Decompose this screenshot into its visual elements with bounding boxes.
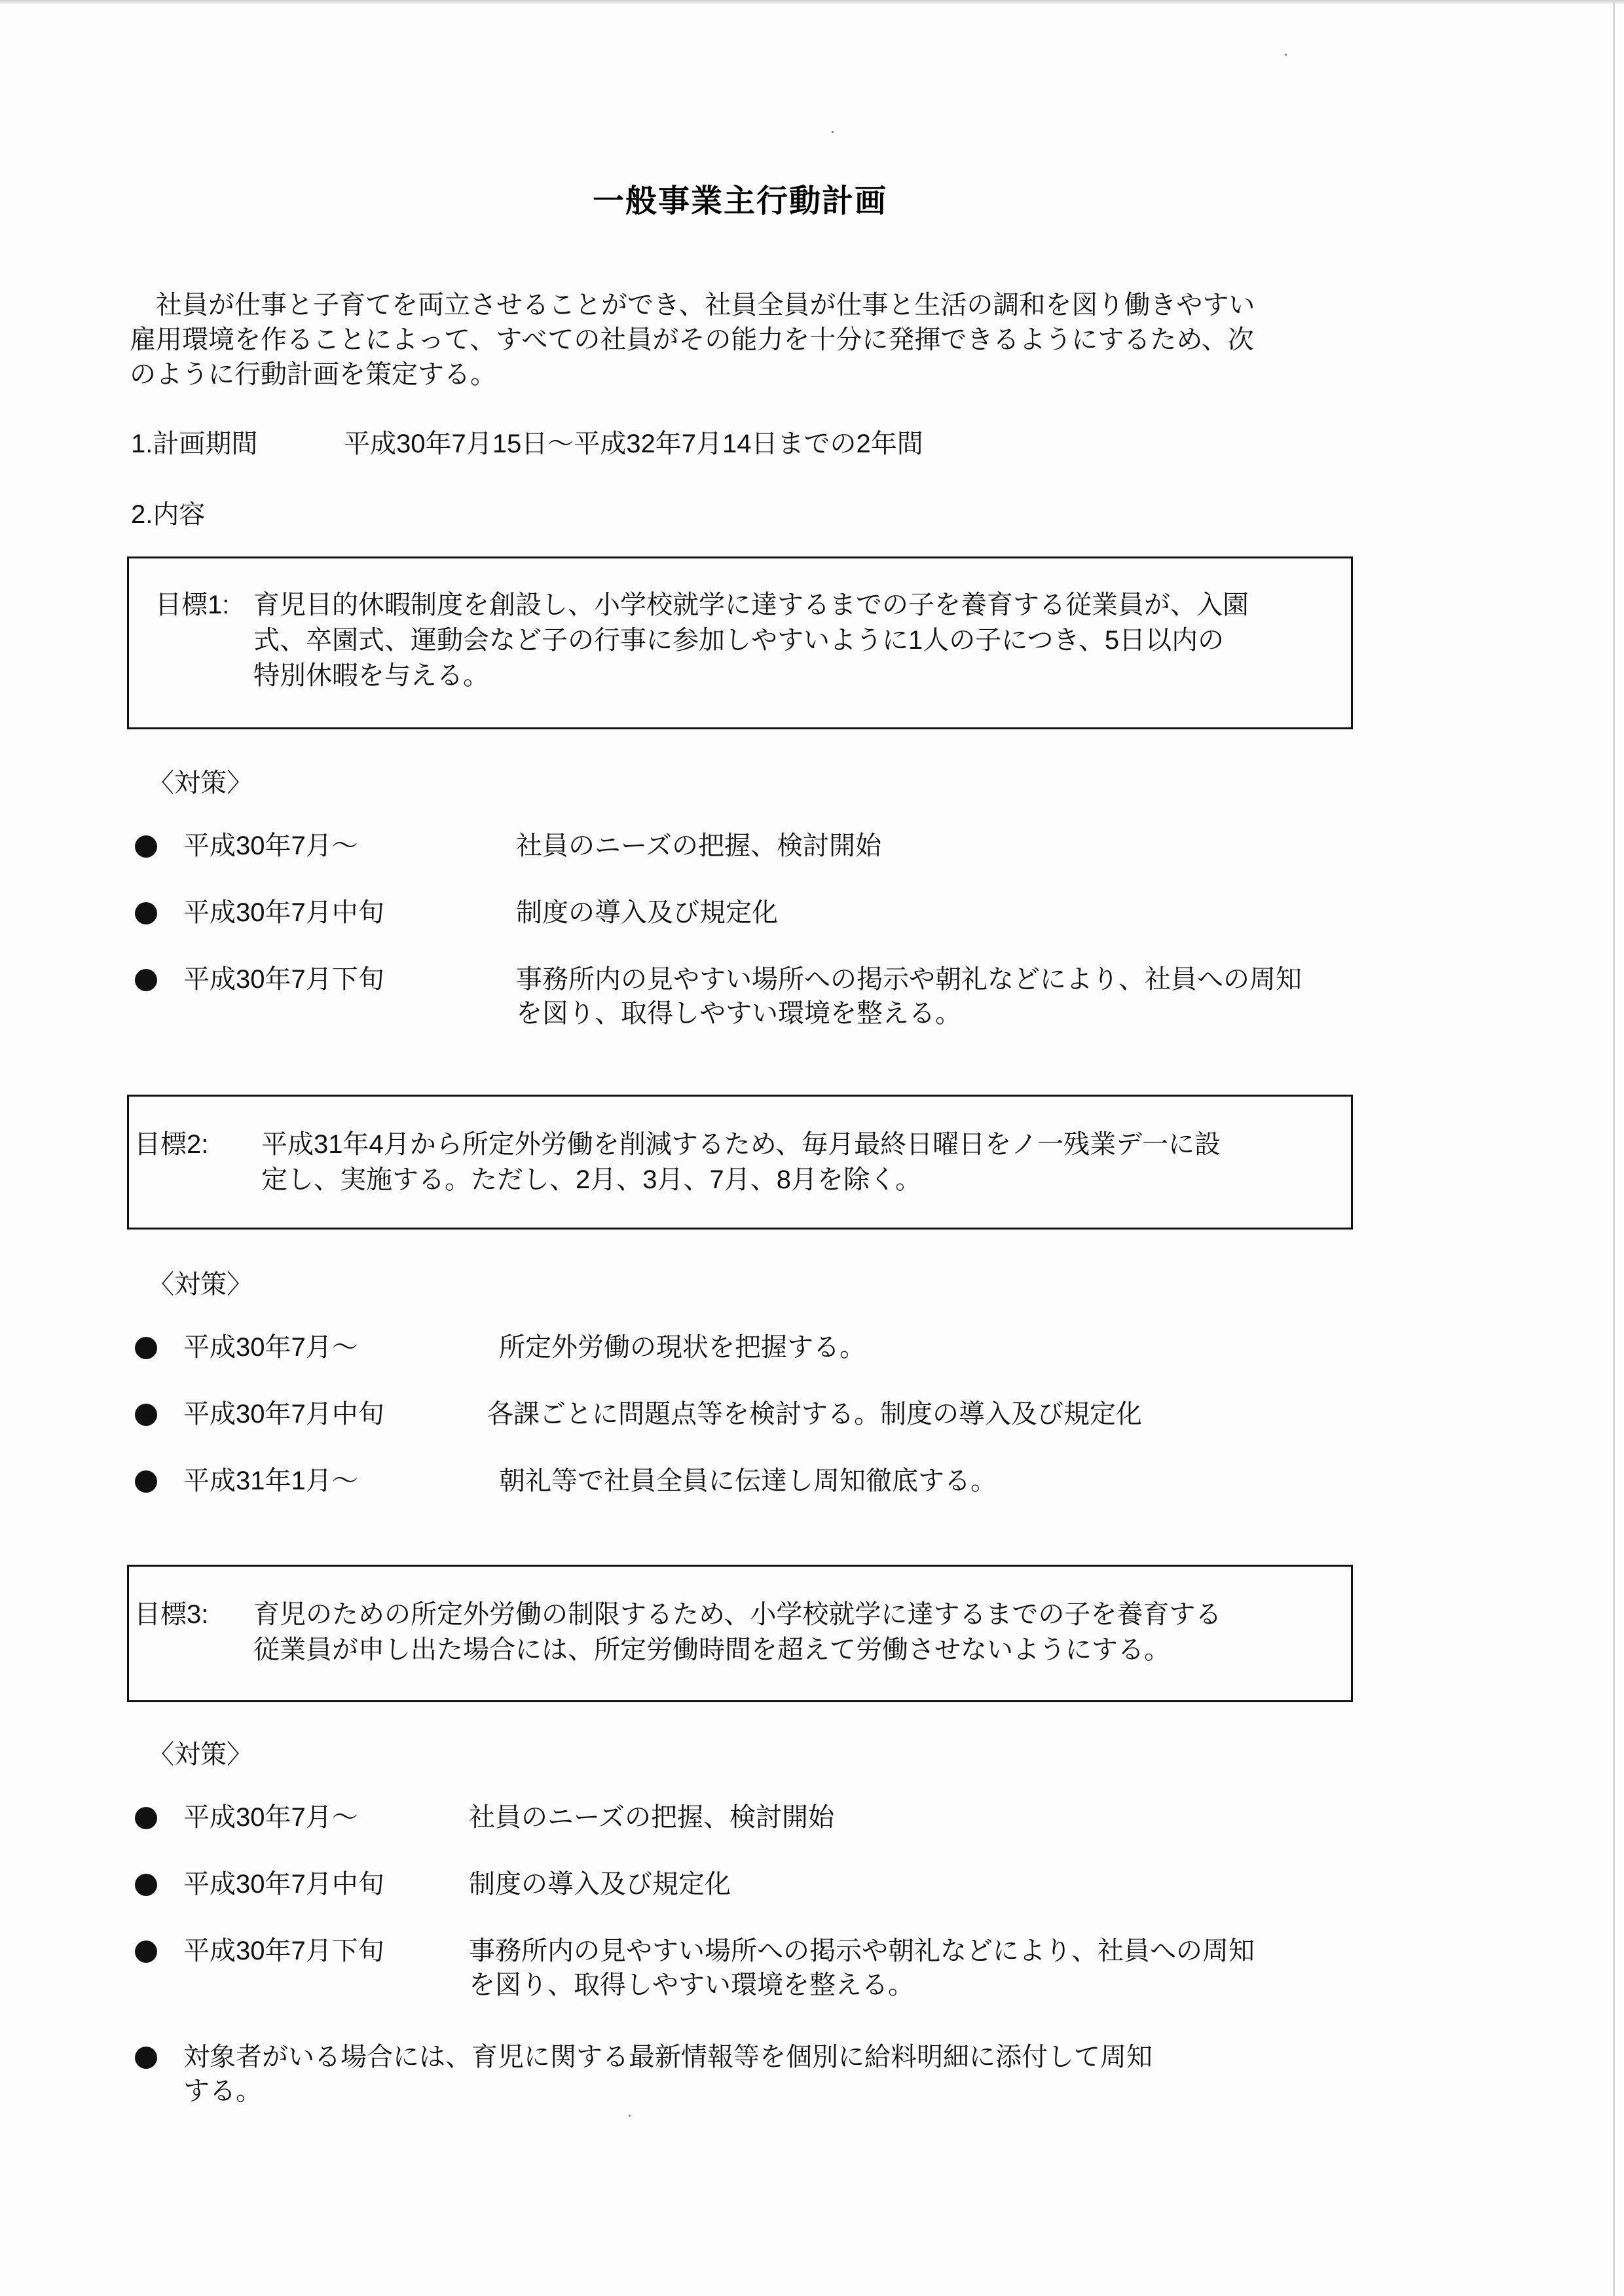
measure-text — [516, 829, 881, 863]
bullet-icon — [135, 1337, 157, 1359]
measure-text-line: を図り、取得しやすい環境を整える。 — [469, 1971, 914, 1999]
goal-label: 目標3: — [134, 1600, 209, 1629]
measure-text — [499, 1330, 866, 1364]
goal-label: 目標2: — [134, 1130, 209, 1159]
scan-top-edge — [0, 0, 1624, 4]
measure-date: 平成30年7月～ — [183, 1333, 358, 1362]
measure-text — [516, 962, 1302, 1030]
intro-line: 社員が仕事と子育てを両立させることができ、社員全員が仕事と生活の調和を図り働きやすい — [156, 291, 1255, 319]
goal-box-3 — [127, 1565, 1353, 1702]
measure-text-line: を図り、取得しやすい環境を整える。 — [516, 999, 961, 1028]
scan-speck — [832, 131, 834, 133]
measure-text-line: 社員のニーズの把握、検討開始 — [516, 831, 881, 860]
measure-date: 平成30年7月中旬 — [183, 898, 384, 927]
bullet-icon — [135, 902, 157, 924]
scan-speck — [629, 2115, 631, 2117]
goal-text-line: 従業員が申し出た場合には、所定労働時間を超えて労働させないようにする。 — [253, 1635, 1170, 1664]
bullet-icon — [135, 835, 157, 858]
plan-period-value: 平成30年7月15日～平成32年7月14日までの2年間 — [344, 429, 923, 458]
measure-text — [183, 2040, 1153, 2108]
plan-period-label: 1.計画期間 — [131, 429, 258, 458]
measure-date: 平成30年7月下旬 — [183, 965, 384, 994]
measure-date: 平成30年7月中旬 — [183, 1870, 384, 1899]
measure-text-line: 事務所内の見やすい場所への掲示や朝礼などにより、社員への周知 — [516, 965, 1302, 994]
measure-text-line: 制度の導入及び規定化 — [469, 1870, 731, 1899]
measure-text — [499, 1464, 997, 1498]
plan-period — [131, 423, 923, 460]
measures-heading: 〈対策〉 — [148, 1740, 253, 1769]
bullet-icon — [135, 1404, 157, 1426]
bullet-icon — [135, 969, 157, 991]
measure-text-line: 事務所内の見やすい場所への掲示や朝礼などにより、社員への周知 — [469, 1937, 1255, 1965]
measures-heading: 〈対策〉 — [148, 769, 253, 797]
bullet-icon — [135, 1874, 157, 1896]
goal-box-2 — [127, 1095, 1353, 1230]
content-heading: 2.内容 — [131, 500, 206, 529]
measure-text-line: する。 — [183, 2077, 262, 2105]
bullet-icon — [135, 2047, 157, 2069]
measure-text — [487, 1397, 1142, 1431]
document-title: 一般事業主行動計画 — [592, 184, 887, 219]
measures-heading: 〈対策〉 — [148, 1270, 253, 1299]
measure-date: 平成30年7月中旬 — [183, 1400, 384, 1429]
bullet-icon — [135, 1470, 157, 1493]
goal-text-line: 育児のための所定外労働の制限するため、小学校就学に達するまでの子を養育する — [253, 1600, 1222, 1629]
goal-label: 目標1: — [155, 591, 230, 619]
bullet-icon — [135, 1941, 157, 1963]
measure-text — [469, 1800, 834, 1834]
goal-text-line: 育児目的休暇制度を創設し、小学校就学に達するまでの子を養育する従業員が、入園 — [253, 591, 1249, 619]
measure-date: 平成30年7月～ — [183, 1803, 358, 1832]
measure-date: 平成31年1月～ — [183, 1467, 358, 1495]
goal-box-1 — [127, 556, 1353, 729]
scan-speck — [1285, 54, 1287, 56]
measure-text — [469, 1867, 731, 1901]
measure-text-line: 各課ごとに問題点等を検討する。制度の導入及び規定化 — [487, 1400, 1142, 1429]
measure-text — [469, 1934, 1255, 2002]
measure-date: 平成30年7月～ — [183, 831, 358, 860]
goal-text-line: 式、卒園式、運動会など子の行事に参加しやすいように1人の子につき、5日以内の — [253, 626, 1225, 655]
measure-text-line: 制度の導入及び規定化 — [516, 898, 778, 927]
goal-text-line: 定し、実施する。ただし、2月、3月、7月、8月を除く。 — [261, 1165, 922, 1194]
measure-text-line: 朝礼等で社員全員に伝達し周知徹底する。 — [499, 1467, 997, 1495]
scan-right-edge — [1613, 0, 1615, 2296]
measure-text-line: 所定外労働の現状を把握する。 — [499, 1333, 866, 1362]
goal-text-line: 平成31年4月から所定外労働を削減するため、毎月最終日曜日をノ一残業デ一に設 — [261, 1130, 1221, 1159]
measure-text-line: 対象者がいる場合には、育児に関する最新情報等を個別に給料明細に添付して周知 — [183, 2043, 1153, 2071]
intro-line: 雇用環境を作ることによって、すべての社員がその能力を十分に発揮できるようにするため、次 — [130, 325, 1254, 354]
measure-date: 平成30年7月下旬 — [183, 1937, 384, 1965]
intro-paragraph — [130, 288, 1426, 392]
measure-text-line: 社員のニーズの把握、検討開始 — [469, 1803, 834, 1832]
bullet-icon — [135, 1807, 157, 1829]
goal-text-line: 特別休暇を与える。 — [253, 661, 489, 690]
intro-line: のように行動計画を策定する。 — [130, 360, 496, 389]
measure-text — [516, 896, 778, 930]
